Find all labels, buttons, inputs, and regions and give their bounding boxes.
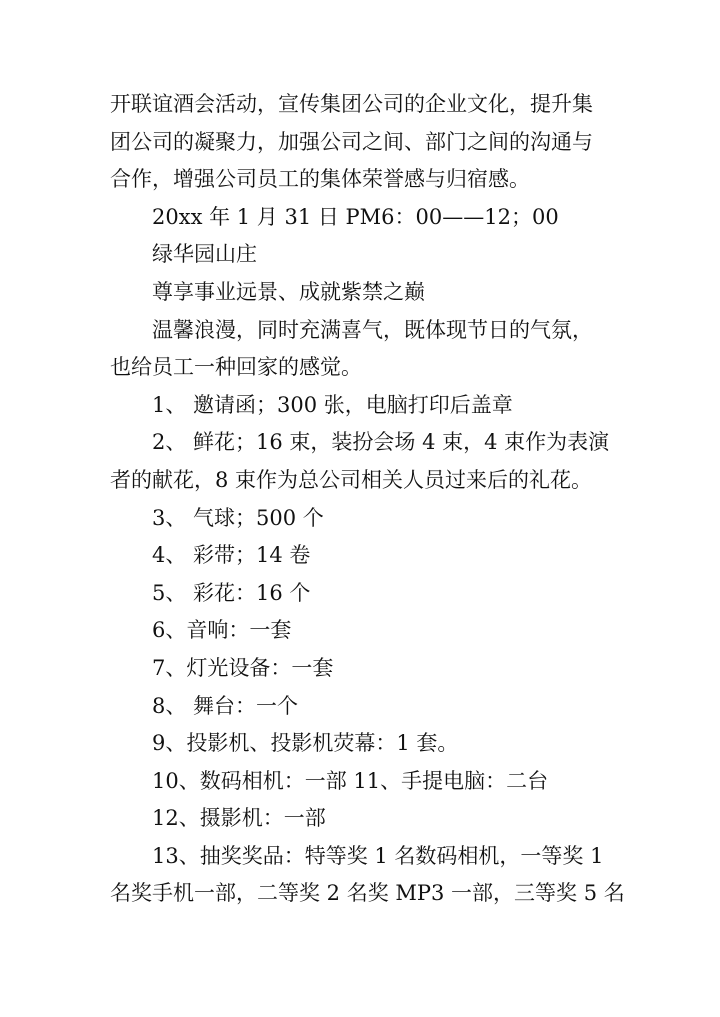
list-item: 5、 彩花：16 个 <box>152 580 311 605</box>
list-item-continuation: 名奖手机一部，二等奖 2 名奖 MP3 一部，三等奖 5 名 <box>110 881 625 906</box>
list-item: 4、 彩带；14 卷 <box>152 543 311 568</box>
document-body <box>110 86 625 913</box>
text-line: 团公司的凝聚力，加强公司之间、部门之间的沟通与 <box>110 129 593 154</box>
list-item: 10、数码相机：一部 11、手提电脑：二台 <box>152 768 549 793</box>
theme-line: 尊享事业远景、成就紫禁之巅 <box>152 279 425 304</box>
list-item: 9、投影机、投影机荧幕：1 套。 <box>152 731 459 756</box>
list-item-continuation: 者的献花，8 束作为总公司相关人员过来后的礼花。 <box>110 467 593 492</box>
text-line: 温馨浪漫，同时充满喜气，既体现节日的气氛， <box>152 317 593 342</box>
list-item: 2、 鲜花；16 束，装扮会场 4 束，4 束作为表演 <box>152 430 610 455</box>
list-item: 7、灯光设备：一套 <box>152 655 334 680</box>
list-item: 8、 舞台：一个 <box>152 693 299 718</box>
list-item: 3、 气球；500 个 <box>152 505 324 530</box>
list-item: 12、摄影机：一部 <box>152 806 326 831</box>
event-date-line: 20xx 年 1 月 31 日 PM6：00——12；00 <box>152 204 559 229</box>
list-item: 1、 邀请函；300 张，电脑打印后盖章 <box>152 392 513 417</box>
venue-line: 绿华园山庄 <box>152 242 257 267</box>
text-line: 开联谊酒会活动，宣传集团公司的企业文化，提升集 <box>110 92 593 116</box>
text-line: 合作，增强公司员工的集体荣誉感与归宿感。 <box>110 167 530 192</box>
list-item: 6、音响：一套 <box>152 618 292 643</box>
text-line: 也给员工一种回家的感觉。 <box>110 355 362 380</box>
list-item: 13、抽奖奖品：特等奖 1 名数码相机，一等奖 1 <box>152 843 604 868</box>
